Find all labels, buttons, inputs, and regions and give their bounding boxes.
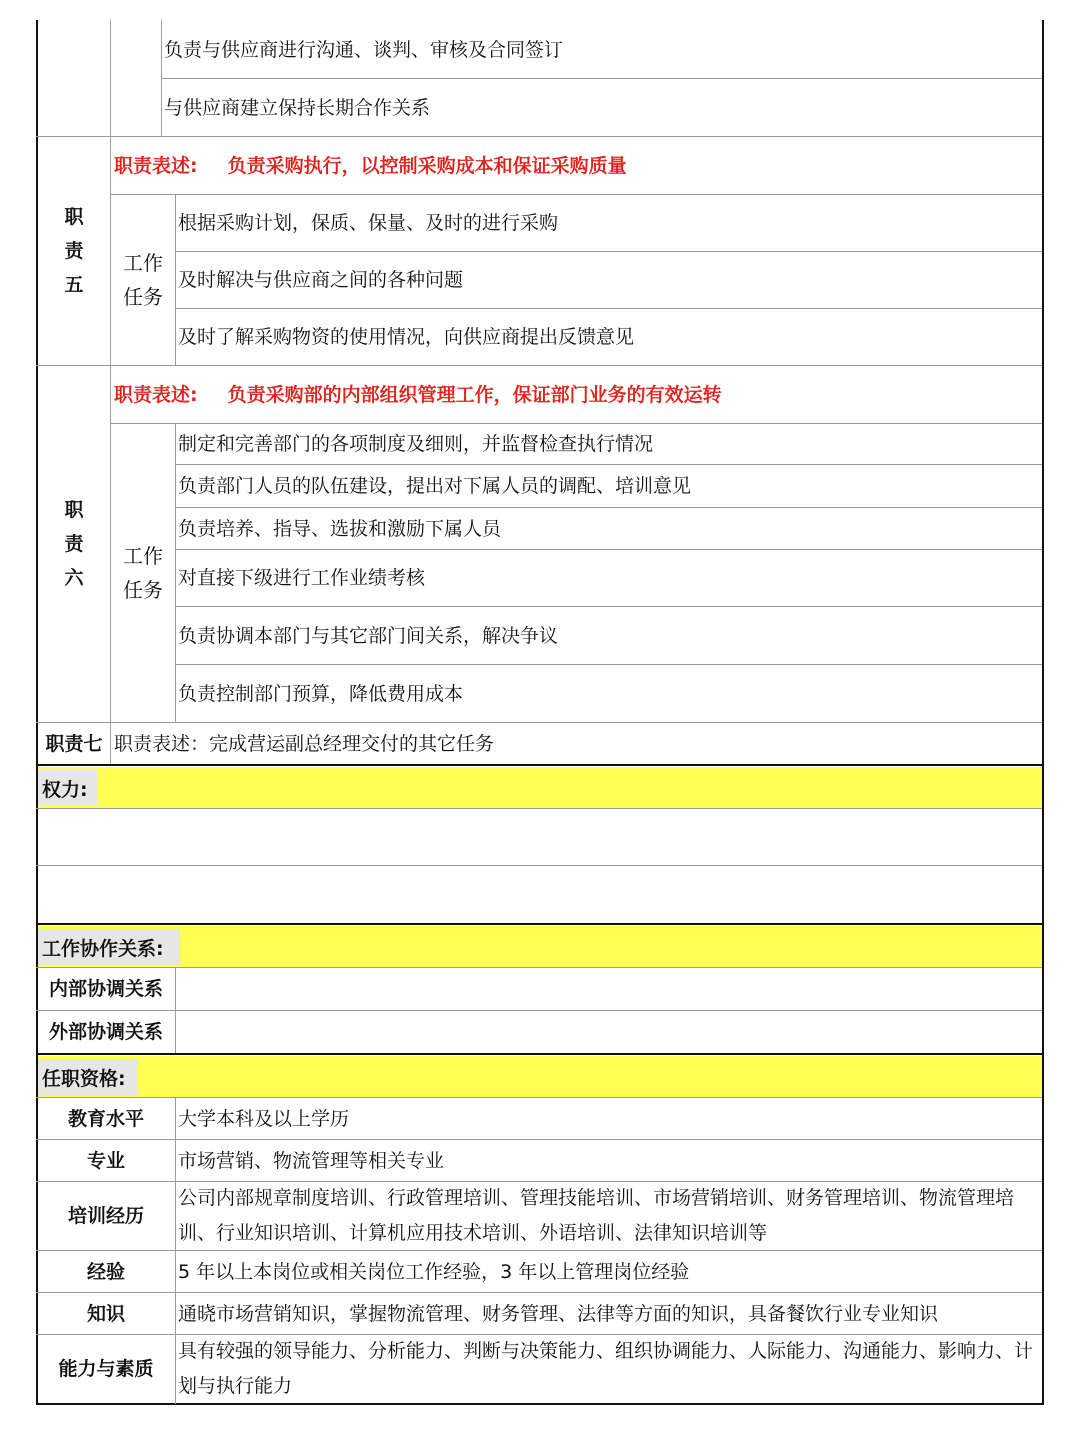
authority-blank-row-2 [38,866,1042,923]
qual-value-ability: 具有较强的领导能力、分析能力、判断与决策能力、组织协调能力、人际能力、沟通能力、影响力、计划与执行能力 [178,1340,1034,1397]
duty5-statement: 职责表述: 负责采购执行，以控制采购成本和保证采购质量 [114,154,627,177]
cooperation-title: 工作协作关系: [38,929,180,965]
duty6-task-label: 工作 任务 [123,544,163,602]
qual-label-knowledge: 知识 [86,1302,125,1325]
duty6-task-5: 负责协调本部门与其它部门间关系，解决争议 [178,624,559,647]
external-coordination-value [176,1011,1042,1053]
duty6-task-6: 负责控制部门预算，降低费用成本 [178,682,464,705]
qual-value-experience: 5 年以上本岗位或相关岗位工作经验，3 年以上管理岗位经验 [178,1260,690,1283]
duty5-task-3: 及时了解采购物资的使用情况，向供应商提出反馈意见 [178,326,635,348]
internal-coordination-value [176,968,1042,1010]
qual-value-training: 公司内部规章制度培训、行政管理培训、管理技能培训、市场营销培训、财务管理培训、物流管理培训、行业知识培训、计算机应用技术培训、外语培训、法律知识培训等 [178,1187,1015,1244]
duty5-task-2: 及时解决与供应商之间的各种问题 [178,269,464,291]
authority-blank-row-1 [38,809,1042,865]
cooperation-header-bg [38,926,1042,967]
internal-coordination-label: 内部协调关系 [48,978,163,1000]
qual-label-major: 专业 [86,1149,125,1172]
job-description-table [36,20,1044,1405]
duty6-task-2: 负责部门人员的队伍建设，提出对下属人员的调配、培训意见 [178,475,692,497]
authority-header-bg [38,767,1042,808]
duty7-label: 职责七 [45,732,103,755]
duty6-task-3: 负责培养、指导、选拔和激励下属人员 [178,517,502,540]
qual-label-training: 培训经历 [67,1205,144,1227]
duty5-task-label: 工作 任务 [123,251,163,309]
duty5-label: 职 责 五 [64,206,84,296]
external-coordination-label: 外部协调关系 [48,1021,163,1043]
duty5-task-1: 根据采购计划，保质、保量、及时的进行采购 [178,212,559,234]
qualifications-title: 任职资格: [38,1059,138,1095]
qual-label-education: 教育水平 [67,1107,144,1130]
qual-value-education: 大学本科及以上学历 [178,1107,350,1130]
duty6-task-1: 制定和完善部门的各项制度及细则，并监督检查执行情况 [178,433,654,455]
qual-value-knowledge: 通晓市场营销知识，掌握物流管理、财务管理、法律等方面的知识，具备餐饮行业专业知识 [178,1302,939,1325]
duty6-task-4: 对直接下级进行工作业绩考核 [178,567,426,589]
qual-label-ability: 能力与素质 [58,1358,154,1380]
qual-value-major: 市场营销、物流管理等相关专业 [178,1149,445,1172]
qualifications-header-bg [38,1056,1042,1097]
duty7-statement: 职责表述：完成营运副总经理交付的其它任务 [114,732,495,755]
top-row-1: 负责与供应商进行沟通、谈判、审核及合同签订 [164,39,564,61]
duty6-statement: 职责表述: 负责采购部的内部组织管理工作，保证部门业务的有效运转 [114,383,722,406]
duty6-label: 职 责 六 [64,499,84,589]
top-row-2: 与供应商建立保持长期合作关系 [164,96,431,119]
qual-label-experience: 经验 [86,1260,125,1283]
authority-title: 权力: [38,770,98,806]
